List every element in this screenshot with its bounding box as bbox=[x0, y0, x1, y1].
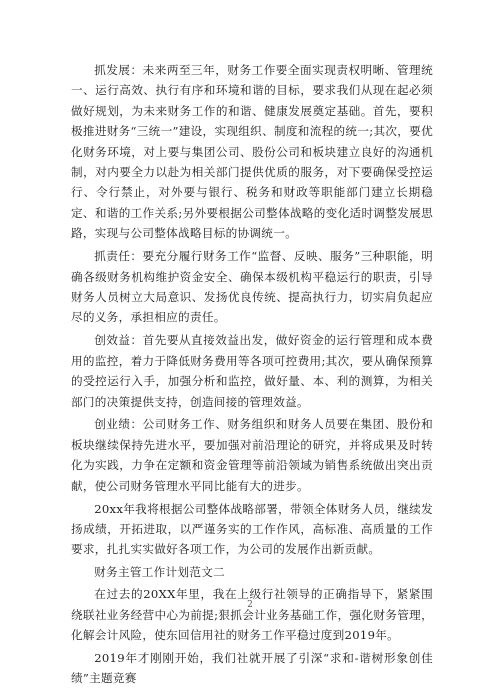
document-body bbox=[71, 60, 433, 689]
page-number: 2 bbox=[247, 600, 253, 610]
paragraph-development: 抓发展：未来两至三年，财务工作要全面实现责权明晰、管理统一、运行高效、执行有序和环境和谐的目标，要求我们从现在起必须做好规划，为未来财务工作的和谐、健康发展奠定基础。首先，要积极推进财务“三统一”建设，实现组织、制度和流程的统一;其次，要优化财务环境，对上要与集团公司、股份公司和板块建立良好的沟通机制，对内要全力以赴为相关部门提供优质的服务，对下要确保受控运行、令行禁止，对外要与银行、税务和财政等职能部门建立长期稳定、和谐的工作关系;另外要根据公司整体战略的变化适时调整发展思路，实现与公司整体战略目标的协调统一。 bbox=[71, 63, 433, 241]
paragraph-benefit: 创效益：首先要从直接效益出发，做好资金的运行管理和成本费用的监控，着力于降低财务费用等各项可控费用;其次，要从确保预算的受控运行入手，加强分析和监控，做好量、本、利的测算，为相关部门的决策提供支持，创造间接的管理效益。 bbox=[71, 333, 433, 409]
paragraph-performance: 创业绩：公司财务工作、财务组织和财务人员要在集团、股份和板块继续保持先进水平，要加强对前沿理论的研究，并将成果及时转化为实践，力争在定额和资金管理等前沿领域为销售系统做出突出贡献，使公司财务管理水平同比能有大的进步。 bbox=[71, 417, 433, 493]
section-title: 财务主管工作计划范文二 bbox=[94, 564, 226, 579]
paragraph-past-year: 在过去的20XX年里，我在上级行社领导的正确指导下，紧紧围绕联社业务经营中心为前提;狠抓会计业务基础工作，强化财务管理，化解会计风险，使东回信用社的财务工作平稳过度到2019年。 bbox=[71, 587, 433, 642]
paragraph-2019: 2019年才刚刚开始，我们社就开展了引深“求和-谐树形象创佳绩”主题竞赛 bbox=[71, 650, 433, 686]
paragraph-plan-20xx: 20xx年我将根据公司整体战略部署，带领全体财务人员，继续发扬成绩，开拓进取，以严谨务实的工作作风，高标准、高质量的工作要求，扎扎实实做好各项工作，为公司的发展作出新贡献。 bbox=[71, 501, 433, 557]
paragraph-responsibility: 抓责任：要充分履行财务工作“监督、反映、服务”三种职能，明确各级财务机构维护资金安全、确保本级机构平稳运行的职责，引导财务人员树立大局意识、发扬优良传统、提高执行力，切实肩负起应尽的义务，承担相应的责任。 bbox=[71, 249, 433, 325]
